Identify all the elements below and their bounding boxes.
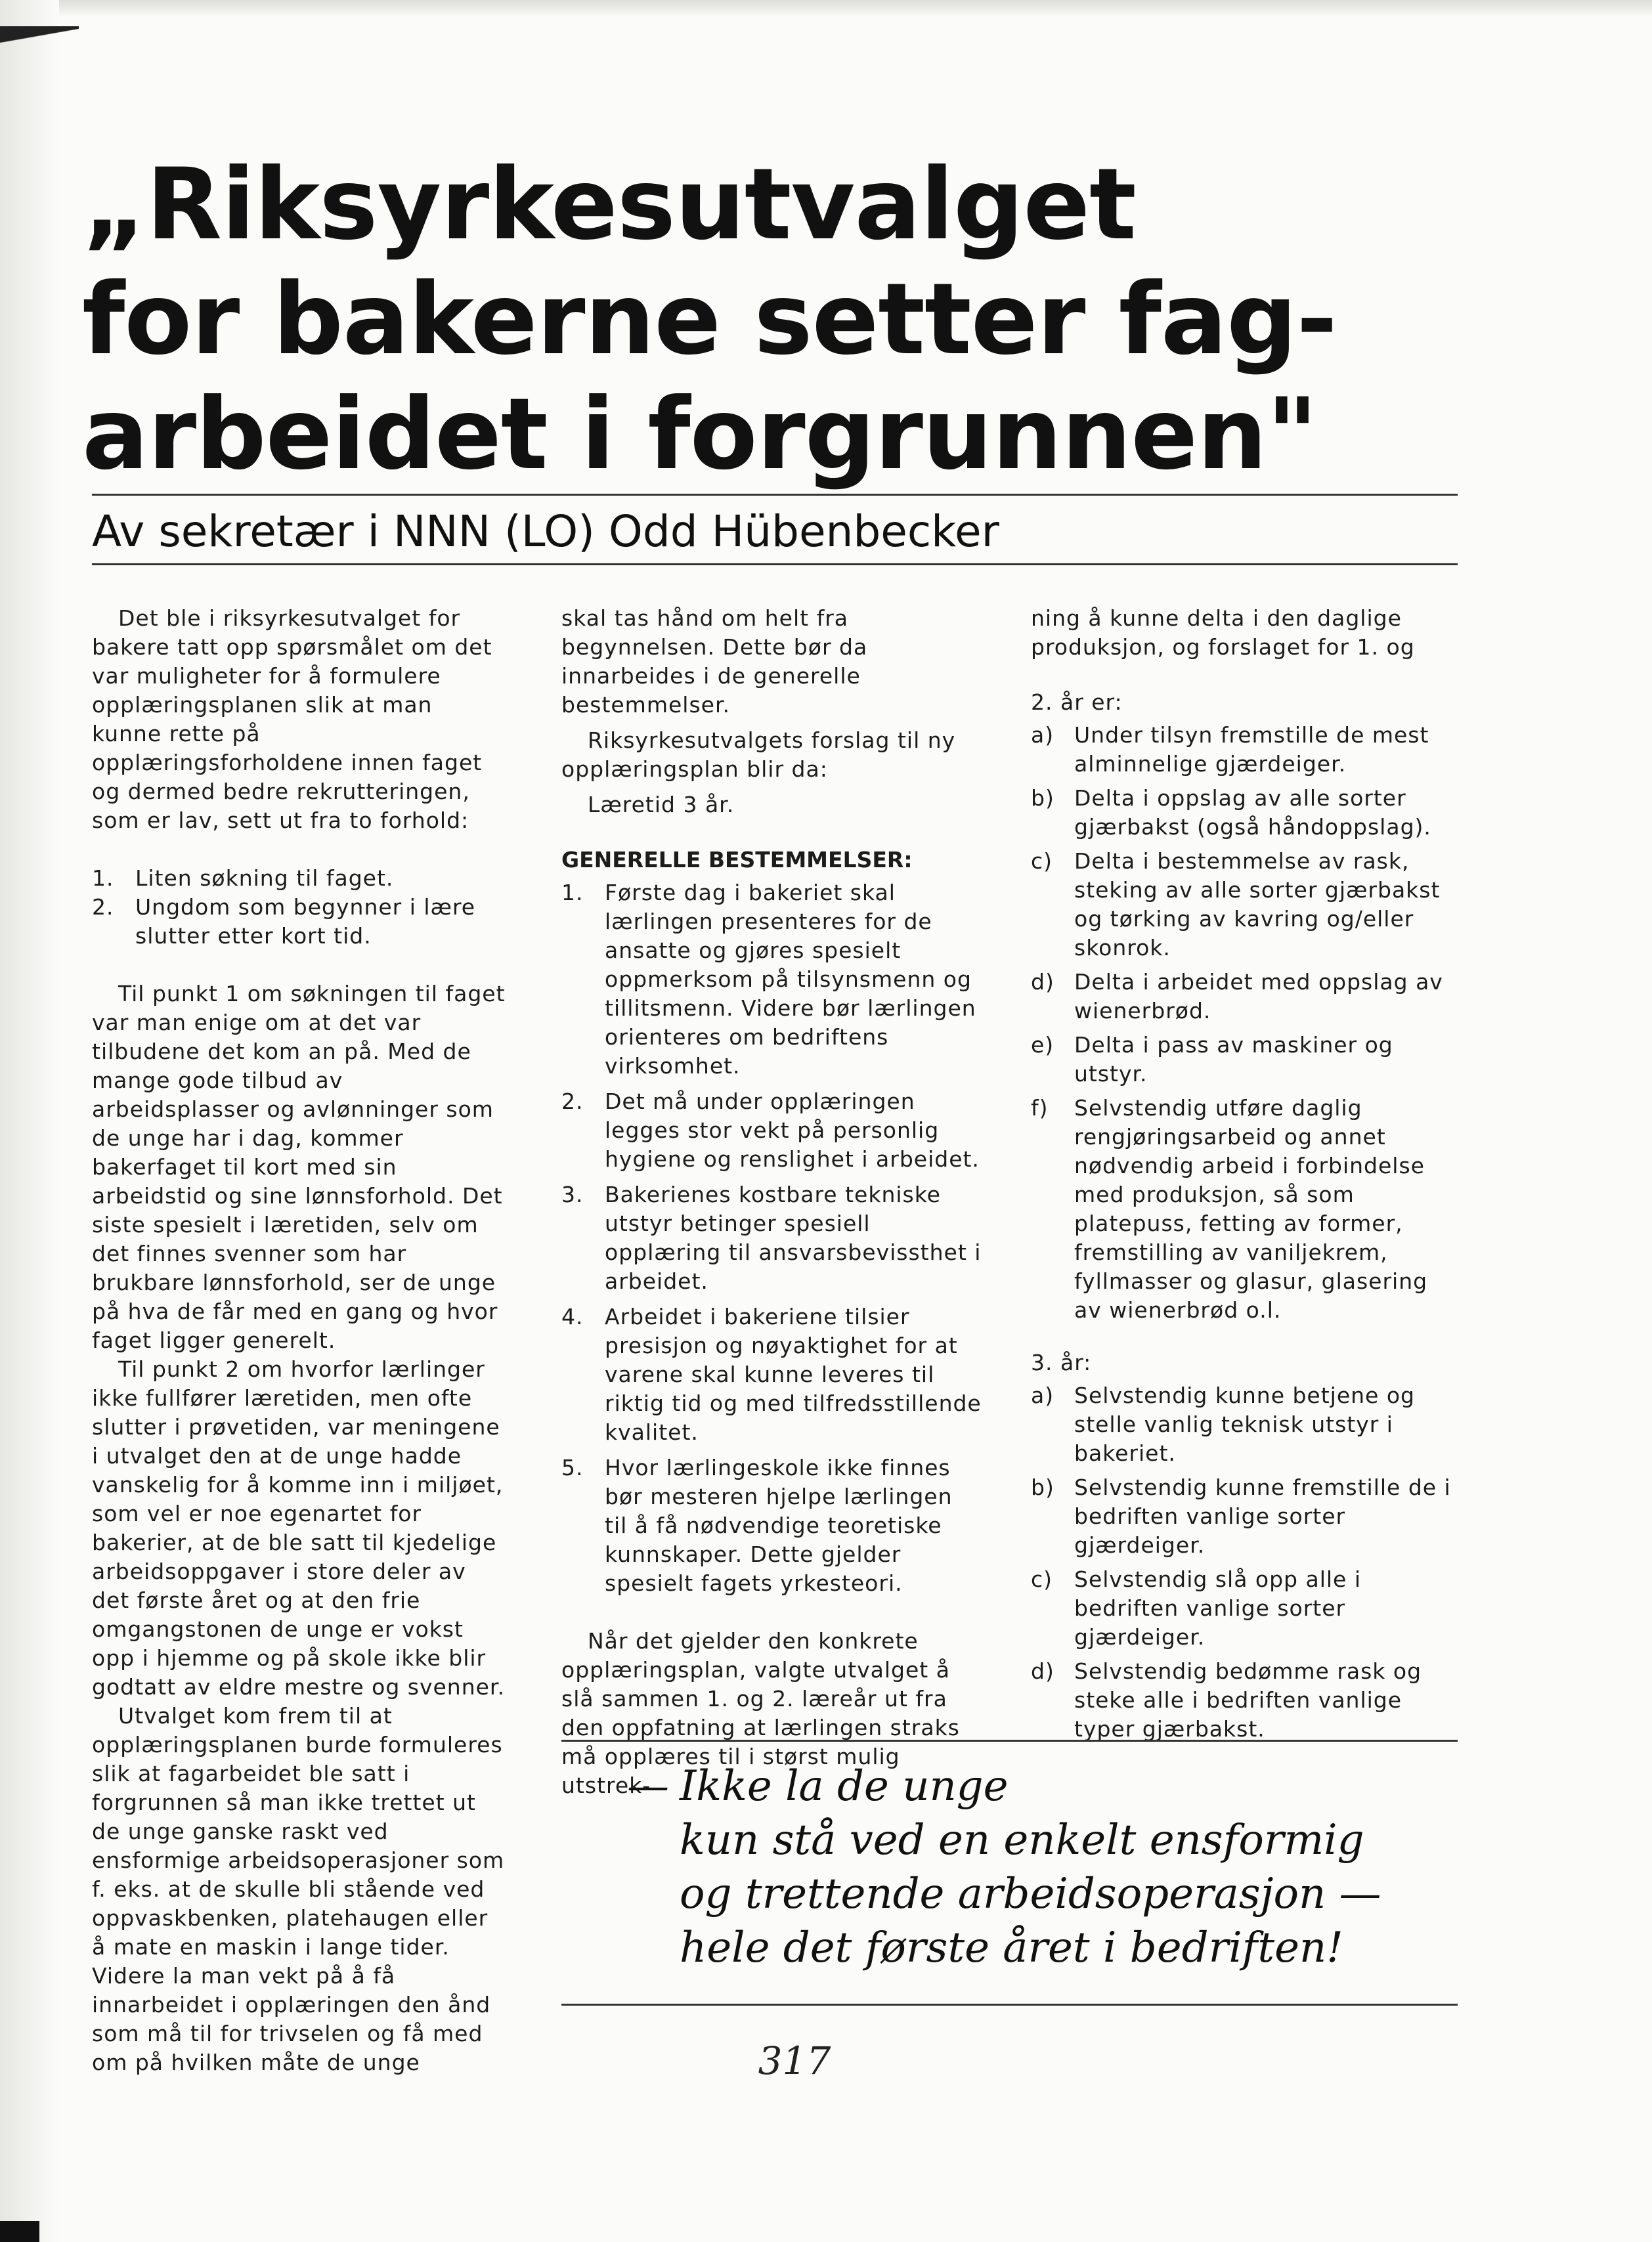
list-text: Delta i bestemmelse av rask, steking av alle sorter gjærbakst og tørking av kavring og/eller skonrok. bbox=[1074, 848, 1441, 960]
paragraph: Læretid 3 år. bbox=[588, 792, 735, 817]
list-marker: c) bbox=[1031, 848, 1053, 874]
byline: Av sekretær i NNN (LO) Odd Hübenbecker bbox=[92, 506, 999, 557]
list-item bbox=[1031, 784, 1458, 842]
list-marker: a) bbox=[1031, 1383, 1054, 1408]
pull-quote-line: hele det første året i bedriften! bbox=[680, 1924, 1343, 1972]
pull-quote-rule-bottom bbox=[561, 2004, 1458, 2006]
list-marker: 2. bbox=[92, 894, 114, 920]
list-text: Selvstendig kunne fremstille de i bedriften vanlige sorter gjærdeiger. bbox=[1074, 1475, 1451, 1558]
scan-bottom-mark bbox=[0, 2221, 39, 2242]
list-marker: 4. bbox=[561, 1304, 584, 1329]
list-marker: b) bbox=[1031, 1475, 1054, 1500]
title-line-2: for bakerne setter fag- bbox=[82, 263, 1337, 377]
list-text: Delta i arbeidet med oppslag av wienerbrød. bbox=[1074, 969, 1443, 1024]
list-text: Liten søkning til faget. bbox=[135, 865, 394, 891]
byline-rule-bottom bbox=[92, 563, 1458, 565]
section-heading: GENERELLE BESTEMMELSER: bbox=[561, 847, 913, 873]
list-marker: 3. bbox=[561, 1182, 584, 1207]
list-marker: d) bbox=[1031, 1658, 1054, 1684]
list-marker: d) bbox=[1031, 969, 1054, 995]
list-marker: 1. bbox=[92, 865, 114, 891]
paragraph: Riksyrkesutvalgets forslag til ny opplæringsplan blir da: bbox=[561, 727, 956, 782]
paragraph: skal tas hånd om helt fra begynnelsen. Dette bør da innarbeides i de generelle bestemmelser. bbox=[561, 605, 868, 718]
list-item bbox=[1031, 968, 1458, 1025]
list-text: Første dag i bakeriet skal lærlingen presenteres for de ansatte og gjøres spesielt oppmerksom på tilsynsmenn og tillitsmenn. Videre bør lærlingen orienteres om bedriftens virksomhet. bbox=[605, 880, 976, 1079]
list-item bbox=[1031, 1657, 1458, 1744]
list-item bbox=[1031, 1031, 1458, 1089]
list-item bbox=[561, 1087, 982, 1174]
scan-edge-left bbox=[0, 0, 59, 2242]
list-text: Selvstendig bedømme rask og steke alle i bedriften vanlige typer gjærbakst. bbox=[1074, 1658, 1422, 1742]
column-3 bbox=[1031, 604, 1458, 1744]
title-line-3: arbeidet i forgrunnen" bbox=[82, 377, 1318, 492]
list-text: Arbeidet i bakeriene tilsier presisjon og nøyaktighet for at varene skal kunne leveres til riktig tid og med tilfredsstillende kvalitet. bbox=[605, 1304, 982, 1445]
list-item bbox=[561, 878, 982, 1081]
list-item bbox=[1031, 847, 1458, 962]
paragraph: ning å kunne delta i den daglige produksjon, og forslaget for 1. og bbox=[1031, 605, 1415, 660]
list-marker: 1. bbox=[561, 880, 584, 905]
list-item bbox=[1031, 1094, 1458, 1325]
paragraph: Det ble i riksyrkesutvalget for bakere tatt opp spørsmålet om det var muligheter for å formulere opplæringsplanen slik at man kunne rette på opplæringsforholdene innen faget og dermed bedre rekrutteringen, som er lav, sett ut fra to forhold: bbox=[92, 605, 492, 833]
byline-rule-top bbox=[92, 494, 1458, 496]
list-text: Hvor lærlingeskole ikke finnes bør mesteren hjelpe lærlingen til å få nødvendige teoretiske kunnskaper. Dette gjelder spesielt fagets yrkesteori. bbox=[605, 1455, 953, 1596]
list-item bbox=[1031, 721, 1458, 779]
pull-quote bbox=[627, 1759, 1467, 1975]
article-title bbox=[82, 148, 1337, 492]
paragraph: Til punkt 2 om hvorfor lærlinger ikke fullfører læretiden, men ofte slutter i prøvetiden, var meningene i utvalget den at de unge hadde vanskelig for å komme inn i miljøet, som vel er noe egenartet for bakerier, at de ble satt til kjedelige arbeidsoppgaver i store deler av det første året og at den frie omgangstonen de unge er vokst opp i hjemme og på skole ikke blir godtatt av eldre mestre og svenner. bbox=[92, 1356, 505, 1700]
list-item bbox=[561, 1454, 982, 1598]
list-item bbox=[1031, 1381, 1458, 1468]
year-heading: 2. år er: bbox=[1031, 689, 1123, 715]
list-item bbox=[92, 864, 506, 893]
list-marker: c) bbox=[1031, 1566, 1053, 1592]
page-number: 317 bbox=[758, 2038, 831, 2083]
list-marker: f) bbox=[1031, 1095, 1049, 1121]
list-marker: b) bbox=[1031, 785, 1054, 811]
column-1 bbox=[92, 604, 506, 2077]
column-2 bbox=[561, 604, 982, 1800]
pull-quote-line: Ikke la de unge bbox=[680, 1762, 1009, 1811]
scan-corner-mark bbox=[0, 26, 79, 53]
paragraph: Utvalget kom frem til at opplæringsplanen burde formuleres slik at fagarbeidet ble satt i forgrunnen så man ikke trettet ut de unge ganske raskt ved ensformige arbeidsoperasjoner som f. eks. at de skulle bli stående ved oppvaskbenken, platehaugen eller å mate en maskin i lange tider. Videre la man vekt på å få innarbeidet i opplæringen den ånd som må til for trivselen og få med om på hvilken måte de unge bbox=[92, 1703, 505, 2075]
year-3-list bbox=[1031, 1381, 1458, 1744]
list-marker: 2. bbox=[561, 1089, 584, 1114]
list-item bbox=[561, 1303, 982, 1447]
list-text: Bakerienes kostbare tekniske utstyr betinger spesiell opplæring til ansvarsbevissthet i arbeidet. bbox=[605, 1182, 982, 1294]
pull-quote-line: kun stå ved en enkelt ensformig bbox=[680, 1816, 1364, 1865]
list-marker: e) bbox=[1031, 1032, 1054, 1058]
list-item bbox=[561, 1180, 982, 1296]
list-item bbox=[1031, 1565, 1458, 1652]
list-text: Selvstendig slå opp alle i bedriften vanlige sorter gjærdeiger. bbox=[1074, 1566, 1362, 1650]
year-1-2-list bbox=[1031, 721, 1458, 1325]
paragraph: Når det gjelder den konkrete opplæringsplan, valgte utvalget å slå sammen 1. og 2. læreår ut fra den oppfatning at lærlingen straks må opplæres til i størst mulig utstrek- bbox=[561, 1628, 960, 1798]
year-heading: 3. år: bbox=[1031, 1350, 1092, 1375]
scan-edge-top bbox=[0, 0, 1652, 17]
list-text: Det må under opplæringen legges stor vekt på personlig hygiene og renslighet i arbeidet. bbox=[605, 1089, 980, 1172]
pull-quote-line: og trettende arbeidsoperasjon — bbox=[680, 1870, 1381, 1918]
list-marker: 5. bbox=[561, 1455, 584, 1480]
list-text: Under tilsyn fremstille de mest alminnelige gjærdeiger. bbox=[1074, 722, 1429, 777]
list-text: Delta i pass av maskiner og utstyr. bbox=[1074, 1032, 1393, 1087]
title-line-1: „Riksyrkesutvalget bbox=[82, 148, 1136, 262]
list-text: Ungdom som begynner i lære slutter etter kort tid. bbox=[135, 894, 476, 949]
pull-quote-dash: — bbox=[627, 1762, 669, 1811]
general-provisions-list bbox=[561, 878, 982, 1598]
list-text: Selvstendig kunne betjene og stelle vanlig teknisk utstyr i bakeriet. bbox=[1074, 1383, 1415, 1466]
list-text: Selvstendig utføre daglig rengjøringsarbeid og annet nødvendig arbeid i forbindelse med produksjon, så som platepuss, fetting av former, fremstilling av vaniljekrem, fyllmasser og glasur, glasering av wienerbrød o.l. bbox=[1074, 1095, 1428, 1323]
paragraph: Til punkt 1 om søkningen til faget var man enige om at det var tilbudene det kom an på. Med de mange gode tilbud av arbeidsplasser og avlønninger som de unge har i dag, kommer bakerfaget til kort med sin arbeidstid og sine lønnsforhold. Det siste spesielt i læretiden, selv om det finnes svenner som har brukbare lønnsforhold, ser de unge på hva de får med en gang og hvor faget ligger generelt. bbox=[92, 981, 506, 1353]
list-item bbox=[92, 893, 506, 951]
pull-quote-rule-top bbox=[561, 1740, 1458, 1742]
list-marker: a) bbox=[1031, 722, 1054, 748]
problem-list bbox=[92, 864, 506, 951]
list-text: Delta i oppslag av alle sorter gjærbakst (også håndoppslag). bbox=[1074, 785, 1431, 840]
list-item bbox=[1031, 1473, 1458, 1560]
